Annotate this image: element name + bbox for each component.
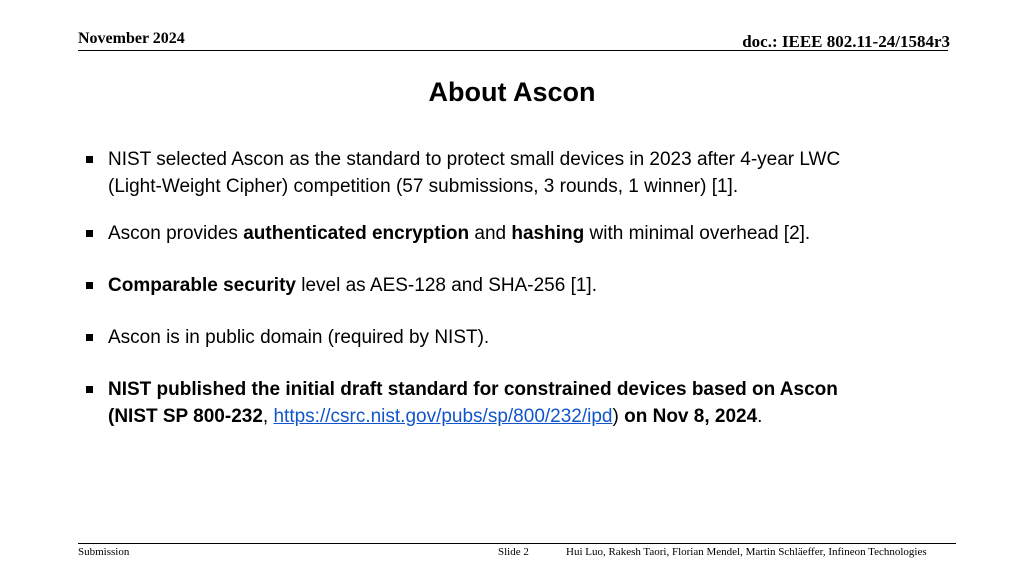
slide-title: About Ascon bbox=[428, 77, 596, 107]
header-date: November 2024 bbox=[78, 30, 185, 47]
nist-sp-link[interactable]: https://csrc.nist.gov/pubs/sp/800/232/ipd bbox=[273, 406, 613, 427]
bullet-text: . bbox=[757, 406, 763, 427]
bullet-item-ascon-provides bbox=[86, 220, 810, 247]
header-doc-id: doc.: IEEE 802.11-24/1584r3 bbox=[742, 32, 950, 51]
bullet-bold-text: Comparable security bbox=[108, 275, 296, 296]
bullet-text: Ascon provides bbox=[108, 223, 244, 244]
bullet-item-public-domain bbox=[86, 324, 489, 351]
bullet-item-nist-selection bbox=[86, 146, 840, 200]
bullet-bold-text: NIST published the initial draft standard for constrained devices based on Ascon bbox=[108, 379, 838, 400]
bullet-text: with minimal overhead [2]. bbox=[584, 223, 811, 244]
bullet-text: Ascon is in public domain (required by NIST). bbox=[108, 327, 490, 348]
footer-slide-number: Slide 2 bbox=[498, 546, 529, 558]
bullet-text: NIST selected Ascon as the standard to protect small devices in 2023 after 4-year LWC bbox=[108, 149, 841, 170]
footer-divider bbox=[78, 543, 956, 544]
bullet-square-icon bbox=[86, 386, 93, 393]
bullet-item-draft-standard bbox=[86, 376, 838, 430]
header-divider bbox=[78, 50, 948, 51]
footer-authors: Hui Luo, Rakesh Taori, Florian Mendel, Martin Schläeffer, Infineon Technologies bbox=[566, 546, 927, 558]
bullet-square-icon bbox=[86, 156, 93, 163]
bullet-text-continued: (Light-Weight Cipher) competition (57 submissions, 3 rounds, 1 winner) [1]. bbox=[108, 176, 739, 197]
bullet-bold-text: on Nov 8, 2024 bbox=[618, 406, 758, 427]
bullet-text: , bbox=[262, 406, 274, 427]
bullet-bold-text: authenticated encryption bbox=[243, 223, 470, 244]
bullet-square-icon bbox=[86, 230, 93, 237]
bullet-text: ) bbox=[612, 406, 619, 427]
bullet-square-icon bbox=[86, 282, 93, 289]
bullet-text: and bbox=[469, 223, 512, 244]
bullet-text: level as AES-128 and SHA-256 [1]. bbox=[295, 275, 597, 296]
bullet-item-comparable-security bbox=[86, 272, 597, 299]
footer-submission: Submission bbox=[78, 546, 130, 558]
bullet-bold-text: hashing bbox=[511, 223, 585, 244]
bullet-square-icon bbox=[86, 334, 93, 341]
bullet-bold-text: (NIST SP 800-232 bbox=[108, 406, 263, 427]
